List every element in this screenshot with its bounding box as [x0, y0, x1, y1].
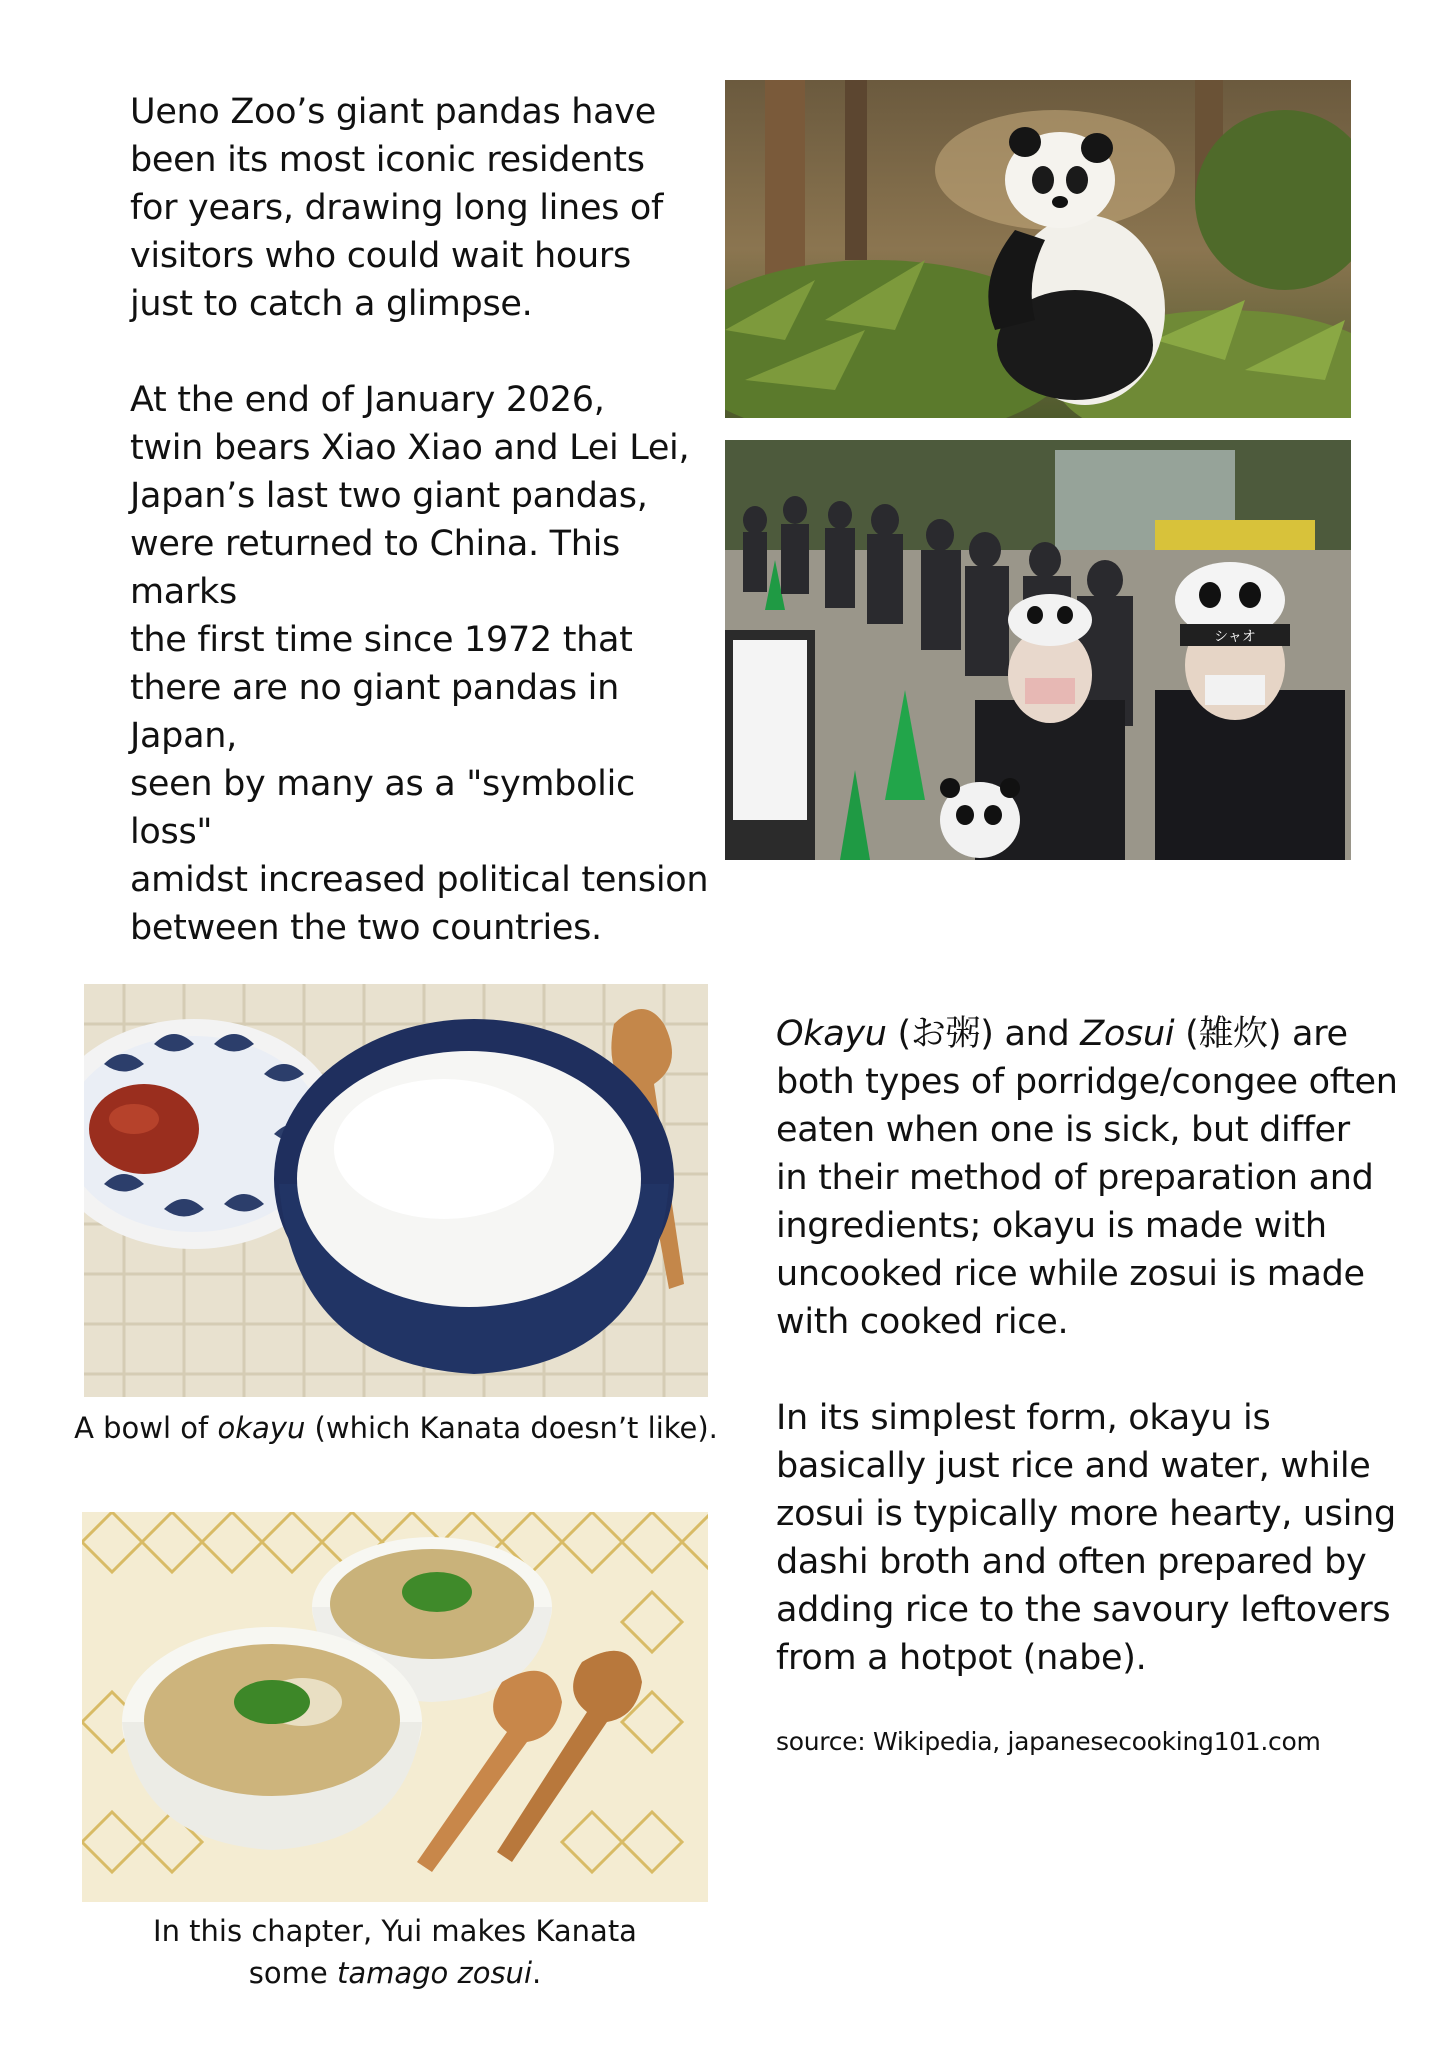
okayu-term-jp: (お粥) — [897, 1014, 994, 1054]
zosui-caption-after: . — [532, 1956, 542, 1990]
intro-rest: are — [1281, 1014, 1348, 1054]
okayu-caption-after: (which Kanata doesn’t like). — [305, 1411, 718, 1445]
porridge-paragraph-1: both types of porridge/congee often eaten when one is sick, but differ in their method of preparation and ingredients; okayu is made with uncooked rice while zosui is made with cooked rice. — [776, 1062, 1398, 1342]
intro-joiner: and — [993, 1014, 1081, 1054]
porridge-intro-line — [776, 1010, 1416, 1058]
zosui-caption — [82, 1910, 708, 1994]
panda-photo — [725, 80, 1351, 418]
zosui-term-jp: (雑炊) — [1185, 1014, 1282, 1054]
zosui-caption-before: some — [248, 1956, 337, 1990]
zosui-photo — [82, 1512, 708, 1902]
okayu-caption-term: okayu — [217, 1411, 306, 1445]
zosui-caption-line-1: In this chapter, Yui makes Kanata — [153, 1914, 637, 1948]
okayu-photo — [84, 984, 708, 1397]
zosui-caption-term: tamago zosui — [336, 1956, 532, 1990]
porridge-text-column — [776, 1010, 1416, 1758]
porridge-paragraph-2: In its simplest form, okayu is basically just rice and water, while zosui is typically more hearty, using dashi broth and often prepared by adding rice to the savoury leftovers from a hotpot (nabe). — [776, 1398, 1396, 1678]
okayu-caption — [60, 1407, 732, 1449]
okayu-term: Okayu — [776, 1014, 887, 1054]
porridge-source: source: Wikipedia, japanesecooking101.com — [776, 1727, 1321, 1756]
visor-text: シャオ — [1214, 629, 1256, 645]
panda-text-column — [130, 88, 710, 1028]
panda-paragraph-1: Ueno Zoo’s giant pandas have been its most iconic residents for years, drawing long lines of visitors who could wait hours just to catch a glimpse. — [130, 92, 664, 324]
okayu-caption-before: A bowl of — [74, 1411, 218, 1445]
zosui-term: Zosui — [1080, 1014, 1175, 1054]
panda-paragraph-2: At the end of January 2026, twin bears Xiao Xiao and Lei Lei, Japan’s last two giant pandas, were returned to China. This marks the first time since 1972 that there are no giant pandas in Japan, seen by many as a "symbolic loss" amidst increased political tension between the two countries. — [130, 380, 709, 948]
queue-photo — [725, 440, 1351, 860]
